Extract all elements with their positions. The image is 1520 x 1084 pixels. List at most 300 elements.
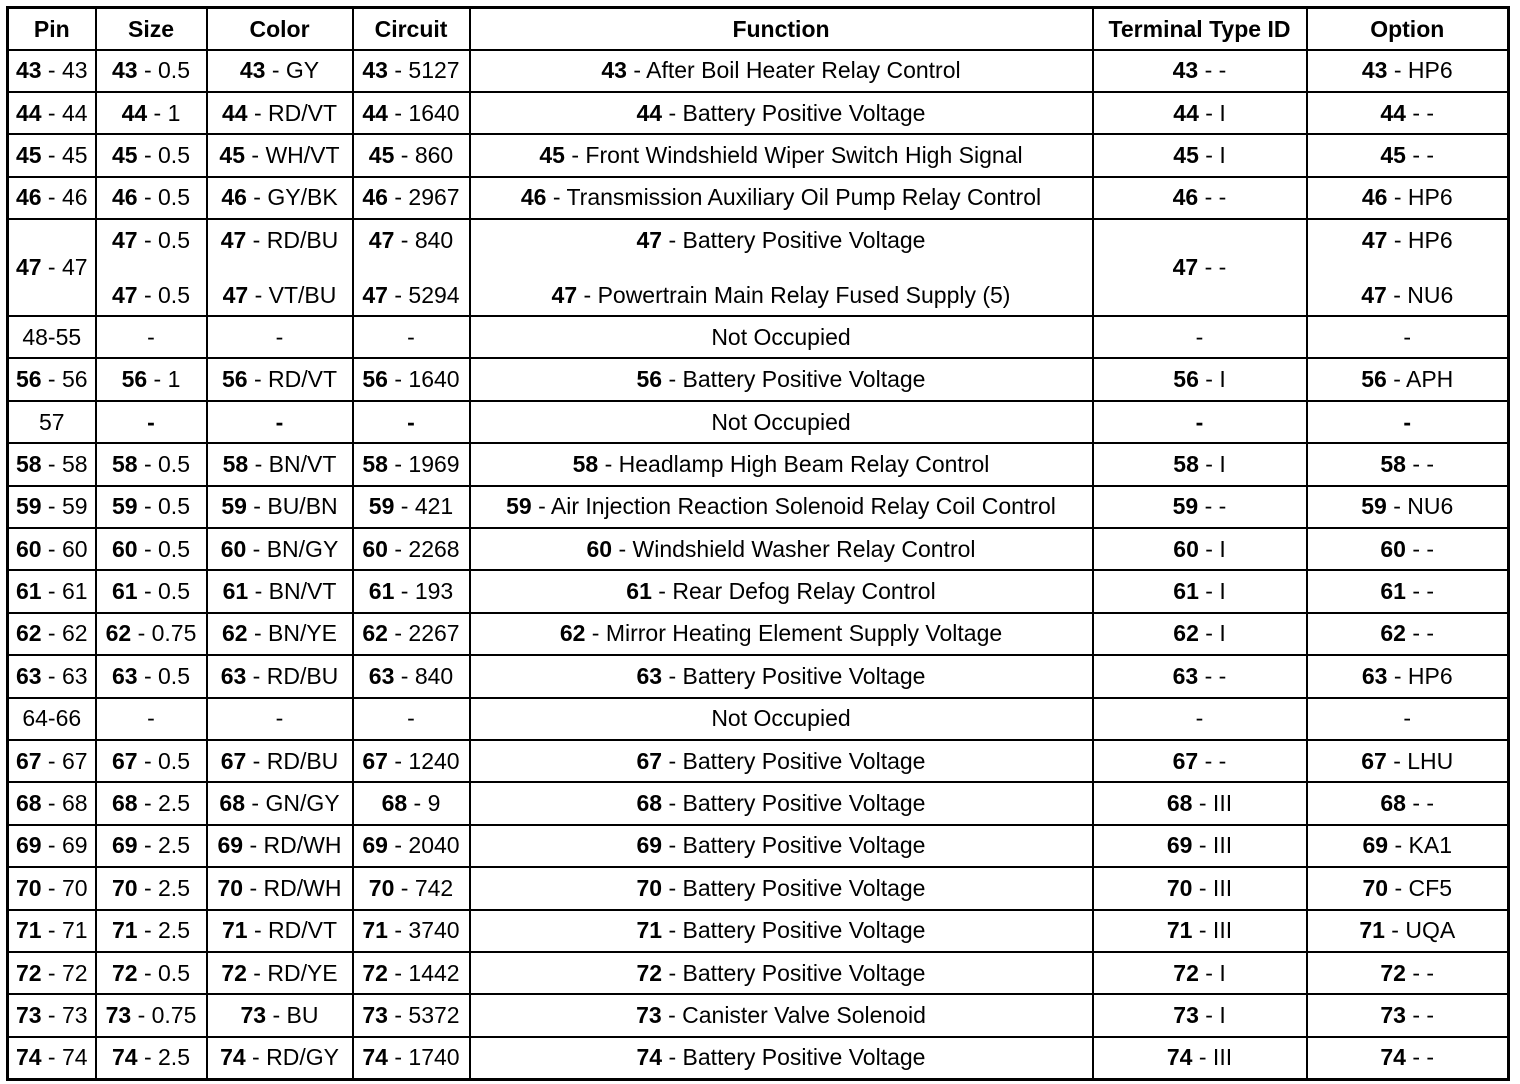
size-entry xyxy=(99,1002,204,1029)
circuit-pin-ref: 73 xyxy=(362,1002,388,1028)
function-value: - Battery Positive Voltage xyxy=(662,662,926,689)
size-pin-ref: 67 xyxy=(111,747,138,774)
color-pin-ref: 58 xyxy=(222,450,249,477)
circuit-value: - 1442 xyxy=(387,959,460,986)
option-value: - HP6 xyxy=(1387,226,1453,253)
terminal-type-id-value: - I xyxy=(1198,620,1226,647)
color-cell xyxy=(207,740,353,782)
terminal-type-id-cell xyxy=(1093,92,1307,134)
terminal-type-id-cell xyxy=(1093,910,1307,952)
circuit-entry xyxy=(356,451,467,478)
option-cell xyxy=(1307,486,1509,528)
pin-cell xyxy=(8,50,96,92)
size-value: - 0.5 xyxy=(137,226,190,253)
terminal-type-id-cell xyxy=(1093,486,1307,528)
connector-pinout-table xyxy=(6,6,1510,1081)
color-value: - RD/VT xyxy=(247,366,338,393)
option-pin-ref: 62 xyxy=(1380,620,1406,647)
function-value: - Battery Positive Voltage xyxy=(662,366,926,393)
option-value: - - xyxy=(1405,450,1435,477)
terminal-type-id-cell xyxy=(1093,698,1307,740)
size-cell xyxy=(96,219,207,316)
option-entry xyxy=(1310,1002,1506,1029)
terminal-type-id-cell xyxy=(1093,952,1307,994)
function-cell xyxy=(470,994,1093,1036)
pin-value: - 67 xyxy=(41,747,88,774)
pin-pin-ref: 58 xyxy=(15,450,42,477)
function-value: - Front Windshield Wiper Switch High Signal xyxy=(564,141,1023,168)
pin-pin-ref: 46 xyxy=(15,184,42,211)
color-cell xyxy=(207,613,353,655)
size-entry xyxy=(99,100,204,127)
circuit-entry xyxy=(356,1044,467,1071)
circuit-cell xyxy=(353,177,470,219)
size-entry xyxy=(99,142,204,169)
option-cell xyxy=(1307,825,1509,867)
terminal-type-id-value: - - xyxy=(1198,254,1227,281)
terminal-type-id-entry xyxy=(1096,620,1304,647)
size-value: - 2.5 xyxy=(137,832,190,859)
pin-pin-ref: 43 xyxy=(15,57,42,84)
option-value: - - xyxy=(1405,1044,1435,1071)
function-entry xyxy=(473,451,1090,478)
option-value: - - xyxy=(1405,959,1435,986)
size-cell xyxy=(96,1037,207,1079)
terminal-type-id-pin-ref: 69 xyxy=(1166,832,1193,859)
pin-pin-ref: 73 xyxy=(15,1002,42,1028)
terminal-type-id-cell xyxy=(1093,401,1307,443)
pin-entry xyxy=(11,1044,93,1071)
color-pin-ref: 62 xyxy=(221,620,248,647)
option-pin-ref: 63 xyxy=(1361,662,1388,689)
circuit-entry xyxy=(356,917,467,944)
color-pin-ref: 59 xyxy=(221,493,247,520)
function-value: Not Occupied xyxy=(711,705,851,732)
circuit-entry xyxy=(356,832,467,859)
circuit-cell xyxy=(353,1037,470,1079)
function-value: Not Occupied xyxy=(711,323,851,350)
function-pin-ref: 73 xyxy=(636,1002,662,1028)
pin-pin-ref: 61 xyxy=(15,578,42,605)
pin-value: - 73 xyxy=(41,1002,88,1028)
pin-entry xyxy=(11,663,93,690)
function-entry xyxy=(473,917,1090,944)
pin-value: - 43 xyxy=(41,57,88,84)
function-value: - Air Injection Reaction Solenoid Relay Coil Control xyxy=(531,493,1056,520)
pin-cell xyxy=(8,952,96,994)
pin-value: - 70 xyxy=(41,874,88,901)
terminal-type-id-entry xyxy=(1096,254,1304,281)
function-cell xyxy=(470,825,1093,867)
terminal-type-id-pin-ref: 70 xyxy=(1166,874,1193,901)
size-cell xyxy=(96,528,207,570)
pin-cell xyxy=(8,358,96,400)
table-row xyxy=(8,528,1509,570)
size-entry xyxy=(99,1044,204,1071)
function-entry xyxy=(473,960,1090,987)
color-entry xyxy=(210,1044,350,1071)
size-entry xyxy=(99,790,204,817)
color-value: - RD/WH xyxy=(243,874,342,901)
color-cell xyxy=(207,316,353,358)
size-value: - 0.5 xyxy=(137,747,190,774)
terminal-type-id-pin-ref: 74 xyxy=(1166,1044,1193,1071)
circuit-entry xyxy=(356,663,467,690)
color-cell xyxy=(207,50,353,92)
color-pin-ref: 46 xyxy=(221,184,247,211)
function-value: - Rear Defog Relay Control xyxy=(651,578,936,605)
function-cell xyxy=(470,401,1093,443)
pin-value: - 72 xyxy=(41,959,88,986)
option-entry xyxy=(1310,282,1506,309)
circuit-cell xyxy=(353,994,470,1036)
function-entry xyxy=(473,493,1090,520)
option-entry xyxy=(1310,748,1506,775)
terminal-type-id-pin-ref: 71 xyxy=(1166,917,1193,944)
size-entry xyxy=(99,324,204,351)
terminal-type-id-entry xyxy=(1096,142,1304,169)
size-value: - 2.5 xyxy=(137,790,190,817)
color-value: - xyxy=(275,323,284,350)
pin-pin-ref: 45 xyxy=(15,141,42,168)
option-pin-ref: - xyxy=(1403,408,1412,435)
terminal-type-id-cell xyxy=(1093,177,1307,219)
terminal-type-id-pin-ref: 47 xyxy=(1172,254,1199,281)
option-entry xyxy=(1310,620,1506,647)
function-pin-ref: 63 xyxy=(636,662,663,689)
size-entry xyxy=(99,875,204,902)
pin-entry xyxy=(11,57,93,84)
circuit-entry xyxy=(356,184,467,211)
pin-cell xyxy=(8,994,96,1036)
terminal-type-id-value: - - xyxy=(1198,184,1227,211)
size-value: - 0.75 xyxy=(131,620,197,647)
size-entry xyxy=(99,493,204,520)
circuit-entry xyxy=(356,227,467,254)
size-pin-ref: 58 xyxy=(111,450,138,477)
color-cell xyxy=(207,910,353,952)
option-value: - NU6 xyxy=(1386,281,1454,308)
color-cell xyxy=(207,358,353,400)
option-pin-ref: 72 xyxy=(1380,959,1406,986)
size-cell xyxy=(96,134,207,176)
size-pin-ref: 60 xyxy=(111,535,138,562)
size-pin-ref: - xyxy=(147,408,155,435)
option-cell xyxy=(1307,50,1509,92)
color-cell xyxy=(207,528,353,570)
pin-cell xyxy=(8,486,96,528)
color-entry xyxy=(210,705,350,732)
color-pin-ref: 63 xyxy=(220,662,247,689)
size-pin-ref: 44 xyxy=(121,99,148,126)
pin-cell xyxy=(8,528,96,570)
color-value: - BN/YE xyxy=(247,620,338,647)
function-cell xyxy=(470,177,1093,219)
circuit-value: - 2267 xyxy=(387,620,460,647)
option-pin-ref: 70 xyxy=(1362,874,1389,901)
pin-entry xyxy=(11,1002,93,1029)
pin-cell xyxy=(8,740,96,782)
function-entry xyxy=(473,324,1090,351)
option-entry xyxy=(1310,409,1506,436)
function-value: - Powertrain Main Relay Fused Supply (5) xyxy=(577,281,1011,308)
terminal-type-id-cell xyxy=(1093,316,1307,358)
function-cell xyxy=(470,219,1093,316)
size-cell xyxy=(96,486,207,528)
size-pin-ref: 71 xyxy=(111,917,138,944)
color-pin-ref: 43 xyxy=(239,57,266,84)
circuit-cell xyxy=(353,92,470,134)
circuit-cell xyxy=(353,740,470,782)
option-entry xyxy=(1310,832,1506,859)
size-cell xyxy=(96,698,207,740)
terminal-type-id-cell xyxy=(1093,740,1307,782)
circuit-header: Circuit xyxy=(353,8,470,50)
color-pin-ref: - xyxy=(275,408,284,435)
function-entry xyxy=(473,748,1090,775)
option-pin-ref: 61 xyxy=(1380,578,1406,605)
function-cell xyxy=(470,655,1093,697)
table-row xyxy=(8,401,1509,443)
table-row xyxy=(8,782,1509,824)
color-value: - GY/BK xyxy=(246,184,338,211)
option-cell xyxy=(1307,92,1509,134)
circuit-value: - 860 xyxy=(394,141,454,168)
size-cell xyxy=(96,443,207,485)
circuit-value: - 1740 xyxy=(387,1044,460,1071)
color-entry xyxy=(210,663,350,690)
color-entry xyxy=(210,748,350,775)
terminal-type-id-value: - - xyxy=(1198,662,1227,689)
option-entry xyxy=(1310,57,1506,84)
circuit-value: - 5127 xyxy=(387,57,460,84)
size-value: - 2.5 xyxy=(137,917,190,944)
size-entry xyxy=(99,960,204,987)
function-entry xyxy=(473,832,1090,859)
circuit-entry xyxy=(356,100,467,127)
color-value: - BN/VT xyxy=(248,450,337,477)
size-value: - 0.5 xyxy=(137,450,190,477)
size-entry xyxy=(99,663,204,690)
option-entry xyxy=(1310,960,1506,987)
color-value: - BU xyxy=(266,1002,319,1028)
pin-value: - 62 xyxy=(41,620,88,647)
circuit-pin-ref: 43 xyxy=(362,57,388,84)
size-entry xyxy=(99,184,204,211)
circuit-entry xyxy=(356,493,467,520)
pin-cell xyxy=(8,219,96,316)
function-cell xyxy=(470,910,1093,952)
pin-entry xyxy=(11,960,93,987)
size-cell xyxy=(96,952,207,994)
option-entry xyxy=(1310,790,1506,817)
circuit-value: - 5294 xyxy=(387,281,460,308)
terminal-type-id-entry xyxy=(1096,100,1304,127)
function-entry xyxy=(473,705,1090,732)
terminal-type-id-value: - I xyxy=(1198,141,1226,168)
pin-entry xyxy=(11,100,93,127)
pin-cell xyxy=(8,443,96,485)
function-cell xyxy=(470,50,1093,92)
color-value: - RD/BU xyxy=(246,747,339,774)
function-pin-ref: 72 xyxy=(636,959,663,986)
pin-entry xyxy=(11,875,93,902)
size-value: - 0.5 xyxy=(137,184,190,211)
circuit-value: - 1240 xyxy=(387,747,460,774)
circuit-value: - 1640 xyxy=(387,366,460,393)
circuit-cell xyxy=(353,401,470,443)
pin-pin-ref: 62 xyxy=(15,620,42,647)
color-entry xyxy=(210,100,350,127)
color-pin-ref: 67 xyxy=(220,747,247,774)
table-body xyxy=(8,50,1509,1080)
terminal-type-id-entry xyxy=(1096,1044,1304,1071)
size-pin-ref: 43 xyxy=(111,57,138,84)
size-value: - 0.5 xyxy=(137,141,190,168)
option-cell xyxy=(1307,358,1509,400)
function-pin-ref: 60 xyxy=(586,535,613,562)
option-cell xyxy=(1307,698,1509,740)
option-value: - - xyxy=(1405,578,1435,605)
terminal-type-id-pin-ref: 46 xyxy=(1172,184,1199,211)
option-pin-ref: 68 xyxy=(1380,790,1406,817)
size-entry xyxy=(99,409,204,436)
terminal-type-id-value: - I xyxy=(1198,578,1226,605)
function-pin-ref: 45 xyxy=(539,141,565,168)
pin-pin-ref: 71 xyxy=(15,917,42,944)
function-entry xyxy=(473,142,1090,169)
option-value: - NU6 xyxy=(1386,493,1454,520)
pin-pin-ref: 72 xyxy=(15,959,42,986)
option-pin-ref: 67 xyxy=(1361,747,1387,774)
option-value: - KA1 xyxy=(1388,832,1452,859)
pin-entry xyxy=(11,832,93,859)
color-pin-ref: 73 xyxy=(240,1002,267,1028)
size-pin-ref: 45 xyxy=(111,141,138,168)
terminal-type-id-entry xyxy=(1096,663,1304,690)
color-entry xyxy=(210,451,350,478)
circuit-entry xyxy=(356,620,467,647)
color-entry xyxy=(210,142,350,169)
color-entry xyxy=(210,57,350,84)
color-value: - RD/BU xyxy=(246,662,339,689)
function-cell xyxy=(470,698,1093,740)
size-value: - 2.5 xyxy=(137,874,190,901)
terminal-type-id-entry xyxy=(1096,184,1304,211)
size-value: - xyxy=(147,705,155,732)
circuit-cell xyxy=(353,443,470,485)
size-cell xyxy=(96,50,207,92)
circuit-value: - 421 xyxy=(394,493,454,520)
color-pin-ref: 68 xyxy=(219,790,246,817)
terminal-type-id-entry xyxy=(1096,832,1304,859)
function-cell xyxy=(470,92,1093,134)
circuit-value: - 840 xyxy=(394,226,454,253)
function-cell xyxy=(470,1037,1093,1079)
option-entry xyxy=(1310,142,1506,169)
terminal-type-id-value: - xyxy=(1195,705,1204,732)
terminal-type-id-cell xyxy=(1093,50,1307,92)
color-value: - RD/YE xyxy=(246,959,338,986)
circuit-cell xyxy=(353,528,470,570)
function-value: - Battery Positive Voltage xyxy=(662,1044,926,1071)
circuit-cell xyxy=(353,655,470,697)
option-value: - UQA xyxy=(1384,917,1456,944)
terminal-type-id-header: Terminal Type ID xyxy=(1093,8,1307,50)
size-pin-ref: 70 xyxy=(111,874,138,901)
function-entry xyxy=(473,366,1090,393)
circuit-cell xyxy=(353,219,470,316)
circuit-cell xyxy=(353,486,470,528)
terminal-type-id-value: - I xyxy=(1198,959,1226,986)
circuit-pin-ref: 47 xyxy=(368,226,395,253)
function-entry xyxy=(473,578,1090,605)
option-entry xyxy=(1310,100,1506,127)
table-row xyxy=(8,613,1509,655)
option-value: - xyxy=(1403,323,1412,350)
circuit-entry xyxy=(356,705,467,732)
option-cell xyxy=(1307,528,1509,570)
color-pin-ref: 47 xyxy=(222,281,249,308)
color-cell xyxy=(207,92,353,134)
table-row xyxy=(8,486,1509,528)
color-pin-ref: 71 xyxy=(221,917,248,944)
pin-pin-ref: 68 xyxy=(15,790,42,817)
circuit-value: - 1640 xyxy=(387,99,460,126)
pin-entry xyxy=(11,254,93,281)
circuit-value: - 9 xyxy=(407,790,441,817)
color-cell xyxy=(207,219,353,316)
function-entry xyxy=(473,1002,1090,1029)
terminal-type-id-entry xyxy=(1096,790,1304,817)
color-pin-ref: 60 xyxy=(220,535,247,562)
function-value: - Headlamp High Beam Relay Control xyxy=(598,450,990,477)
option-pin-ref: 74 xyxy=(1380,1044,1406,1071)
pin-entry xyxy=(11,409,93,436)
color-entry xyxy=(210,790,350,817)
color-pin-ref: 56 xyxy=(221,366,248,393)
size-pin-ref: 47 xyxy=(111,281,138,308)
circuit-value: - 840 xyxy=(394,662,454,689)
size-value: - 0.5 xyxy=(137,57,190,84)
pin-cell xyxy=(8,134,96,176)
color-cell xyxy=(207,570,353,612)
size-cell xyxy=(96,570,207,612)
circuit-pin-ref: 59 xyxy=(368,493,395,520)
option-value: - - xyxy=(1405,535,1435,562)
color-value: - GN/GY xyxy=(245,790,340,817)
pin-cell xyxy=(8,910,96,952)
circuit-entry xyxy=(356,790,467,817)
pin-value: - 69 xyxy=(41,832,88,859)
pin-value: - 60 xyxy=(41,535,88,562)
option-pin-ref: 60 xyxy=(1380,535,1406,562)
pin-header: Pin xyxy=(8,8,96,50)
pin-pin-ref: 59 xyxy=(15,493,42,520)
circuit-pin-ref: 58 xyxy=(362,450,388,477)
pin-entry xyxy=(11,324,93,351)
pin-entry xyxy=(11,142,93,169)
option-cell xyxy=(1307,655,1509,697)
table-row xyxy=(8,1037,1509,1079)
option-value: - APH xyxy=(1386,366,1454,393)
color-entry xyxy=(210,875,350,902)
pin-entry xyxy=(11,451,93,478)
terminal-type-id-entry xyxy=(1096,366,1304,393)
circuit-value: - 5372 xyxy=(387,1002,460,1028)
size-entry xyxy=(99,57,204,84)
color-entry xyxy=(210,282,350,309)
